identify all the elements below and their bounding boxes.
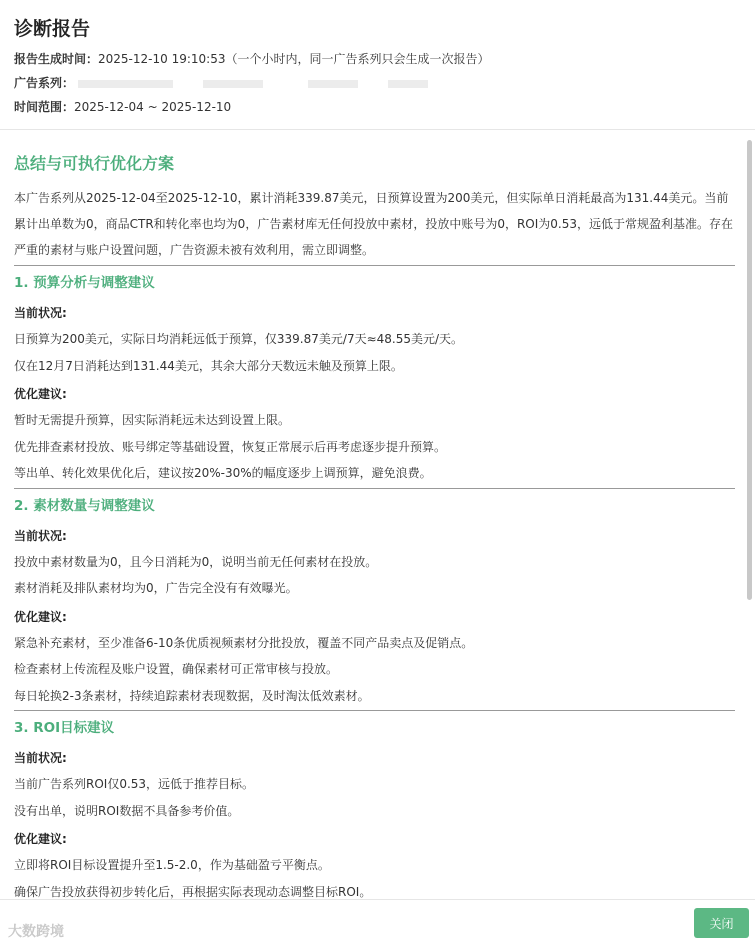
status-label: 当前状况: [14,306,67,320]
watermark-logo: 大数跨境 [8,924,64,940]
advice-label: 优化建议: [14,387,67,401]
status-line: 没有出单，说明ROI数据不具备参考价值。 [14,803,240,818]
status-label: 当前状况: [14,751,67,765]
advice-line: 立即将ROI目标设置提升至1.5-2.0，作为基础盈亏平衡点。 [14,858,330,872]
modal-footer [0,899,755,946]
advice-label: 优化建议: [14,609,67,624]
status-line: 投放中素材数量为0，且今日消耗为0，说明当前无任何素材在投放。 [14,554,378,569]
generation-time-value: 2025-12-10 19:10:53（一个小时内，同一广告系列只会生成一次报告） [98,52,490,66]
redacted-block [308,80,358,88]
advice-line: 优先排查素材投放、账号绑定等基础设置，恢复正常展示后再考虑逐步提升预算。 [14,439,447,454]
date-range-value: 2025-12-04 ~ 2025-12-10 [74,100,232,114]
status-line: 仅在12月7日消耗达到131.44美元，其余大部分天数远未触及预算上限。 [14,358,403,373]
section-materials [14,489,735,712]
section-roi [14,711,735,899]
report-header [0,0,755,130]
ad-series-label: 广告系列： [14,76,75,90]
status-label: 当前状况: [14,528,67,543]
status-line: 日预算为200美元，实际日均消耗远低于预算，仅339.87美元/7天≈48.55美元/天。 [14,332,464,346]
ad-series-row [14,76,755,90]
summary-text: 本广告系列从2025-12-04至2025-12-10，累计消耗339.87美元，日预算设置为200美元，但实际单日消耗最高为131.44美元。当前累计出单数为0，商品CTR和转化率也均为0，广告素材库无任何投放中素材，投放中账号为0，ROI为0.53，远低于常规盈利基准。存在严重的素材与账户设置问题，广告资源未被有效利用，需立即调整。 [14,185,735,266]
advice-line: 紧急补充素材，至少准备6-10条优质视频素材分批投放，覆盖不同产品卖点及促销点。 [14,635,474,650]
advice-line: 暂时无需提升预算，因实际消耗远未达到设置上限。 [14,413,291,427]
close-button[interactable]: 关闭 [694,908,749,938]
advice-line: 检查素材上传流程及账户设置，确保素材可正常审核与投放。 [14,662,339,676]
advice-line: 等出单、转化效果优化后，建议按20%-30%的幅度逐步上调预算，避免浪费。 [14,466,432,480]
section-title: 2. 素材数量与调整建议 [14,497,155,514]
date-range-row [14,100,755,114]
advice-line: 每日轮换2-3条素材，持续追踪素材表现数据，及时淘汰低效素材。 [14,688,370,703]
report-body[interactable] [0,131,745,899]
section-budget [14,266,735,489]
redacted-block [203,80,263,88]
page-title: 诊断报告 [14,18,91,40]
generation-time-label: 报告生成时间： [14,52,99,66]
redacted-block [78,80,173,88]
date-range-label: 时间范围： [14,100,75,114]
section-title: 3. ROI目标建议 [14,720,115,736]
redacted-block [388,80,428,88]
status-line: 素材消耗及排队素材均为0，广告完全没有有效曝光。 [14,581,298,595]
section-title: 1. 预算分析与调整建议 [14,275,155,291]
advice-line: 确保广告投放获得初步转化后，再根据实际表现动态调整目标ROI。 [14,884,372,899]
advice-label: 优化建议: [14,832,67,846]
generation-time-row [14,52,755,66]
summary-title: 总结与可执行优化方案 [14,154,175,173]
vertical-scrollbar[interactable] [747,140,752,600]
status-line: 当前广告系列ROI仅0.53，远低于推荐目标。 [14,777,255,791]
